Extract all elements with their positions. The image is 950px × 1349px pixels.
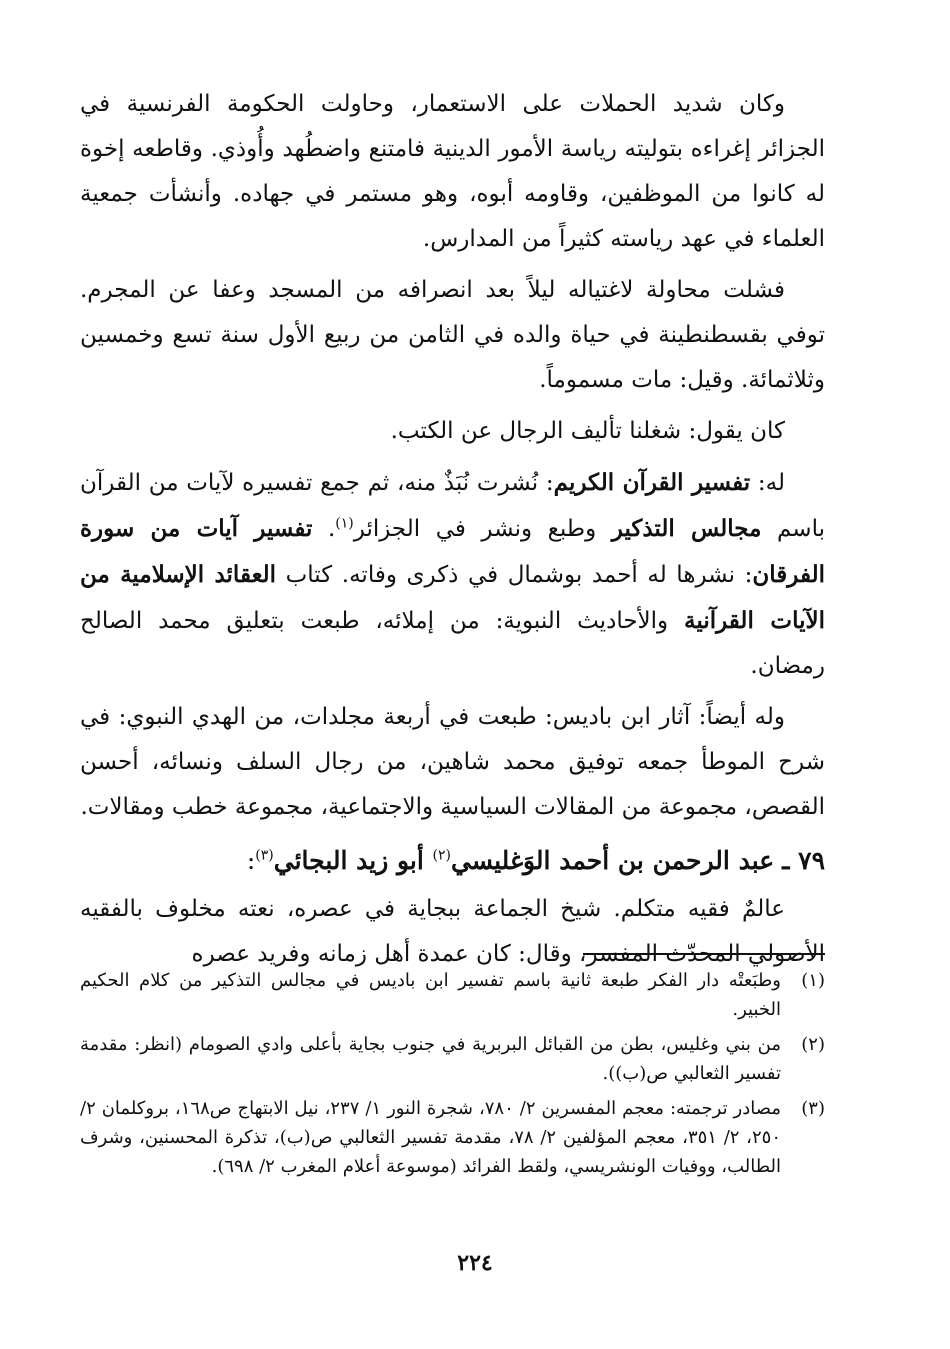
- footnotes: [80, 966, 825, 1187]
- main-text: [80, 82, 825, 983]
- book-title: العقائد الإسلامية من الآيات القرآنية: [80, 561, 825, 634]
- text-span: : نُشرت نُبَذٌ منه، ثم جمع تفسيره لآيات من القرآن باسم: [80, 470, 825, 542]
- entry-number: ٧٩ ـ: [782, 846, 825, 875]
- text-span: .: [312, 516, 336, 542]
- book-title: تفسير آيات من سورة الفرقان: [80, 515, 826, 588]
- footnote-text: وطبَعتْه دار الفكر طبعة ثانية باسم تفسير ابن باديس في مجالس التذكير من كلام الحكيم الخبير.: [80, 970, 781, 1020]
- footnote-ref: (٣): [255, 847, 274, 864]
- book-title: مجالس التذكير: [611, 515, 762, 542]
- paragraph: عالمٌ فقيه متكلم. شيخ الجماعة ببجاية في عصره، نعته مخلوف بالفقيه الأصولي المحدّث المفسر، وقال: كان عمدة أهل زمانه وفريد عصره: [80, 896, 825, 967]
- text-span: له:: [750, 470, 785, 496]
- footnote-divider: [583, 953, 825, 955]
- footnote-number: (٢): [801, 1034, 825, 1055]
- text-span: : نشرها له أحمد بوشمال في ذكرى وفاته. كتاب: [276, 562, 753, 588]
- footnote: [80, 1094, 825, 1181]
- paragraph: فشلت محاولة لاغتياله ليلاً بعد انصرافه من المسجد وعفا عن المجرم. توفي بقسطنطينة في حياة والده في الثامن من ربيع الأول سنة تسع وخمسين وثلاثمائة. وقيل: مات مسموماً.: [80, 277, 825, 393]
- footnote-text: مصادر ترجمته: معجم المفسرين ٢/ ٧٨٠، شجرة النور ١/ ٢٣٧، نيل الابتهاج ص١٦٨، بروكلمان ٢/ ٢٥٠، ٢/ ٣٥١، معجم المؤلفين ٢/ ٧٨، مقدمة تفسير الثعالبي ص(ب)، تذكرة المحسنين، وشرف الطالب، ووفيات الونشريسي، ولقط الفرائد (موسوعة أعلام المغرب ٢/ ٦٩٨).: [80, 1098, 781, 1177]
- paragraph-works: [80, 460, 825, 689]
- paragraph: وله أيضاً: آثار ابن باديس: طبعت في أربعة مجلدات، من الهدي النبوي: في شرح الموطأ جمعه توفيق محمد شاهين، من رجال السلف ونسائه، أحسن القصص، مجموعة من المقالات السياسية والاجتماعية، مجموعة خطب ومقالات.: [80, 704, 825, 820]
- entry-colon: :: [246, 846, 256, 875]
- footnote-ref: (٢): [432, 847, 451, 864]
- footnote: [80, 966, 825, 1024]
- paragraph: كان يقول: شغلنا تأليف الرجال عن الكتب.: [390, 418, 785, 444]
- entry-name: عبد الرحمن بن أحمد الوَغليسي: [450, 846, 775, 875]
- footnote-ref: (١): [335, 515, 354, 532]
- footnote-number: (٣): [801, 1098, 825, 1119]
- entry-name: أبو زيد البجائي: [273, 846, 433, 875]
- footnote-text: من بني وغليس، بطن من القبائل البربرية في جنوب بجاية بأعلى وادي الصومام (انظر: مقدمة تفسير الثعالبي ص(ب)).: [80, 1034, 781, 1084]
- paragraph: وكان شديد الحملات على الاستعمار، وحاولت الحكومة الفرنسية في الجزائر إغراءه بتوليته رياسة الأمور الدينية فامتنع واضطُهد وأُوذي. وقاطعه إخوة له كانوا من الموظفين، وقاومه أبوه، وهو مستمر في جهاده. وأنشأت جمعية العلماء في عهد رياسته كثيراً من المدارس.: [80, 91, 825, 252]
- page-number: ٢٢٤: [457, 1250, 493, 1276]
- text-span: والأحاديث النبوية: من إملائه، طبعت بتعليق محمد الصالح رمضان.: [80, 608, 825, 679]
- footnote-number: (١): [801, 970, 825, 991]
- footnote: [80, 1030, 825, 1088]
- book-title: تفسير القرآن الكريم: [553, 469, 751, 496]
- text-span: وطبع ونشر في الجزائر: [353, 516, 612, 542]
- entry-heading: [80, 838, 825, 883]
